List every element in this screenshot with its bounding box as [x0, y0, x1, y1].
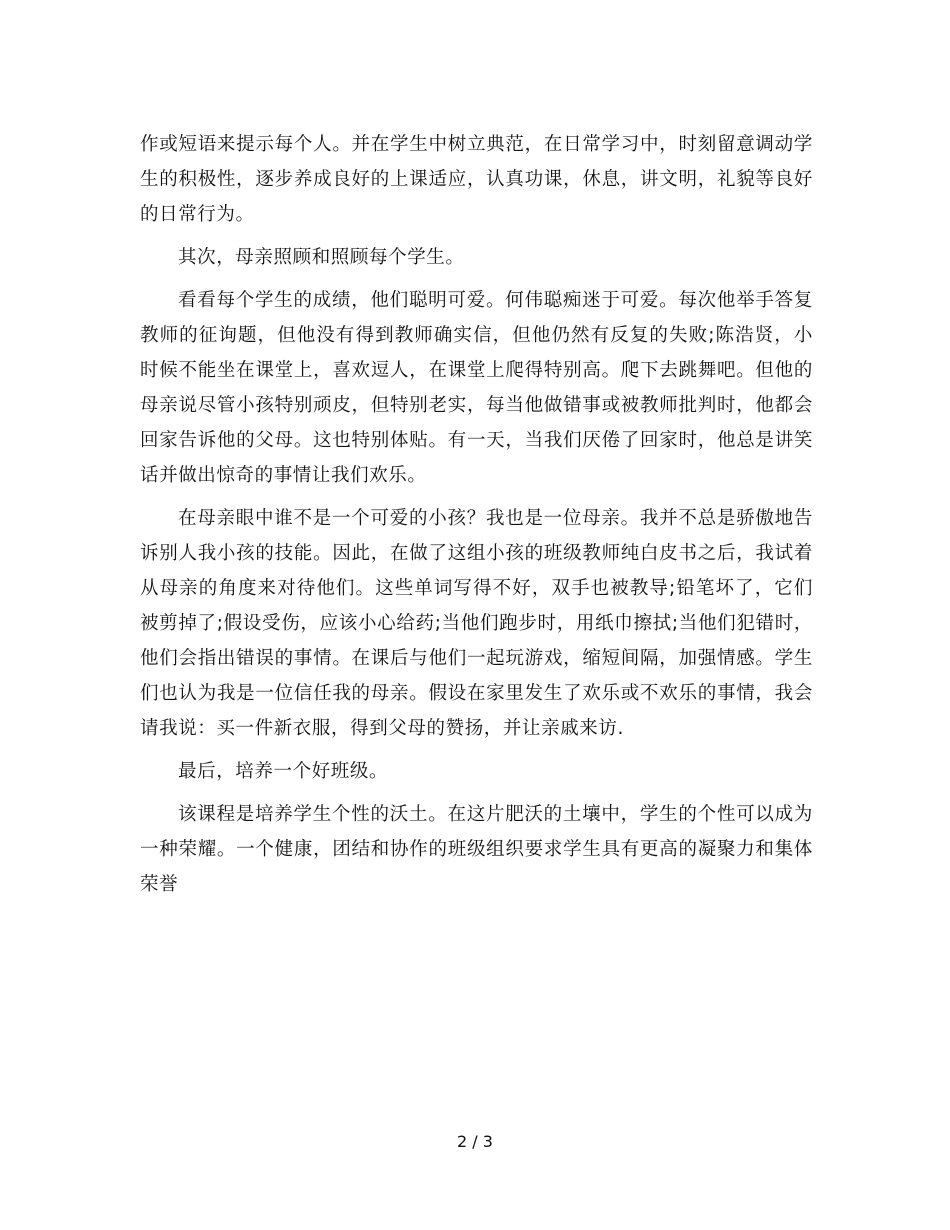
- paragraph-students-examples: 看看每个学生的成绩，他们聪明可爱。何伟聪痴迷于可爱。每次他举手答复教师的征询题，但他没有得到教师确实信，但他仍然有反复的失败;陈浩贤，小时候不能坐在课堂上，喜欢逗人，在课堂上爬得特别高。爬下去跳舞吧。但他的母亲说尽管小孩特别顽皮，但特别老实，每当他做错事或被教师批判时，他都会回家告诉他的父母。这也特别体贴。有一天，当我们厌倦了回家时，他总是讲笑话并做出惊奇的事情让我们欢乐。: [140, 290, 813, 486]
- paragraph-second-point-heading: 其次，母亲照顾和照顾每个学生。: [178, 247, 465, 268]
- paragraph-class-building: 该课程是培养学生个性的沃土。在这片肥沃的土壤中，学生的个性可以成为一种荣耀。一个健康，团结和协作的班级组织要求学生具有更高的凝聚力和集体荣誉: [140, 804, 813, 895]
- paragraph-continuation: 作或短语来提示每个人。并在学生中树立典范，在日常学习中，时刻留意调动学生的积极性，逐步养成良好的上课适应，认真功课，休息，讲文明，礼貌等良好的日常行为。: [140, 134, 813, 225]
- document-body: [140, 127, 813, 910]
- paragraph-mother-perspective: 在母亲眼中谁不是一个可爱的小孩？我也是一位母亲。我并不总是骄傲地告诉别人我小孩的技能。因此，在做了这组小孩的班级教师纯白皮书之后，我试着从母亲的角度来对待他们。这些单词写得不好，双手也被教导;铅笔坏了，它们被剪掉了;假设受伤，应该小心给药;当他们跑步时，用纸巾擦拭;当他们犯错时，他们会指出错误的事情。在课后与他们一起玩游戏，缩短间隔，加强情感。学生们也认为我是一位信任我的母亲。假设在家里发生了欢乐或不欢乐的事情，我会请我说：买一件新衣服，得到父母的赞扬，并让亲戚来访.: [140, 508, 813, 739]
- page-number: 2 / 3: [457, 1132, 493, 1151]
- paragraph-final-point-heading: 最后，培养一个好班级。: [178, 761, 389, 782]
